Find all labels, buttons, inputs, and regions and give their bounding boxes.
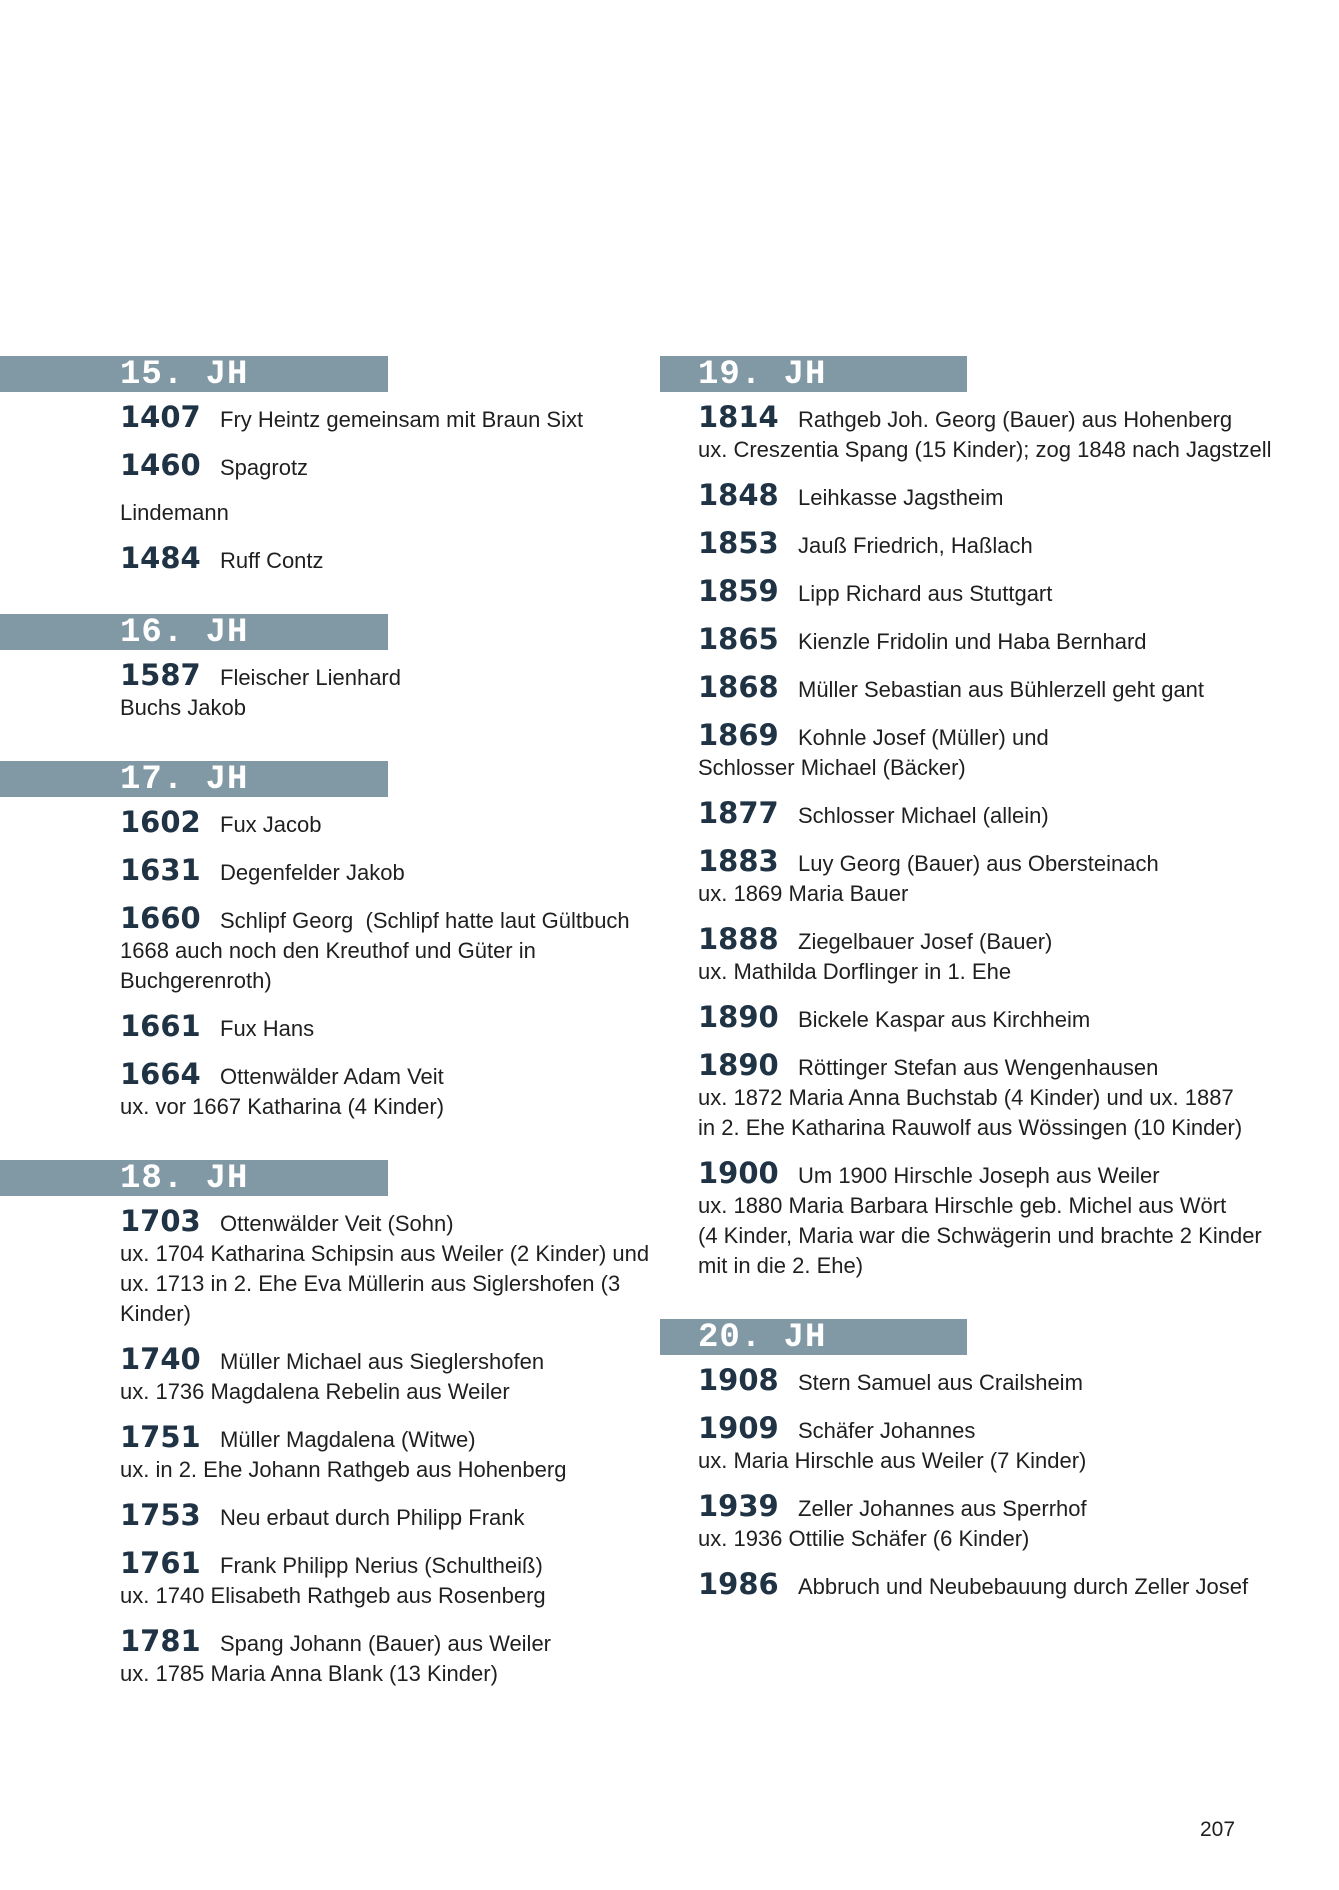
entry-year: 1814 xyxy=(698,400,779,434)
left-column xyxy=(0,356,660,1727)
entry-text: Degenfelder Jakob xyxy=(220,860,405,885)
entry-detail-line: ux. in 2. Ehe Johann Rathgeb aus Hohenberg xyxy=(120,1457,567,1482)
entry-text: Stern Samuel aus Crailsheim xyxy=(798,1370,1083,1395)
entry-text: Um 1900 Hirschle Joseph aus Weiler xyxy=(798,1163,1160,1188)
timeline-entry xyxy=(0,1500,660,1533)
entry-text: Müller Magdalena (Witwe) xyxy=(220,1427,476,1452)
entry-text: Zeller Johannes aus Sperrhof xyxy=(798,1496,1087,1521)
entry-detail-line: ux. Maria Hirschle aus Weiler (7 Kinder) xyxy=(698,1448,1087,1473)
entry-year: 1848 xyxy=(698,478,779,512)
timeline-entry xyxy=(660,1365,1320,1398)
timeline-entry xyxy=(660,1569,1320,1602)
entry-year: 1460 xyxy=(120,448,201,482)
entry-text: Röttinger Stefan aus Wengenhausen xyxy=(798,1055,1159,1080)
entry-year: 1909 xyxy=(698,1411,779,1445)
entry-text: Schlosser Michael (allein) xyxy=(798,803,1049,828)
entry-year: 1890 xyxy=(698,1000,779,1034)
entry-year: 1781 xyxy=(120,1624,201,1658)
century-heading xyxy=(0,1160,388,1196)
timeline-entry xyxy=(660,480,1320,513)
century-heading xyxy=(660,356,967,392)
entry-text: Luy Georg (Bauer) aus Obersteinach xyxy=(798,851,1159,876)
entry-text: Müller Michael aus Sieglershofen xyxy=(220,1349,545,1374)
timeline-entry xyxy=(0,1626,660,1689)
entry-detail-line: ux. vor 1667 Katharina (4 Kinder) xyxy=(120,1094,445,1119)
entry-detail-line: ux. Creszentia Spang (15 Kinder); zog 1848 nach Jagstzell xyxy=(698,437,1272,462)
entry-text: Spagrotz xyxy=(220,455,309,480)
entry-text: Fux Hans xyxy=(220,1016,315,1041)
entry-year: 1986 xyxy=(698,1567,779,1601)
century-heading xyxy=(0,356,388,392)
entry-year: 1859 xyxy=(698,574,779,608)
timeline-entry xyxy=(0,660,660,723)
entry-year: 1740 xyxy=(120,1342,201,1376)
entry-year: 1869 xyxy=(698,718,779,752)
timeline-entry xyxy=(0,1206,660,1329)
century-section xyxy=(0,1160,660,1689)
entry-detail-line: ux. 1869 Maria Bauer xyxy=(698,881,909,906)
entry-year: 1900 xyxy=(698,1156,779,1190)
century-heading-label: 18. JH xyxy=(120,1160,249,1198)
entry-text: Ziegelbauer Josef (Bauer) xyxy=(798,929,1053,954)
entry-text: Bickele Kaspar aus Kirchheim xyxy=(798,1007,1091,1032)
entry-detail-line: (4 Kinder, Maria war die Schwägerin und brachte 2 Kinder xyxy=(698,1223,1262,1248)
century-heading-label: 16. JH xyxy=(120,614,249,652)
entry-text: Fux Jacob xyxy=(220,812,322,837)
entry-year: 1664 xyxy=(120,1057,201,1091)
entry-year: 1865 xyxy=(698,622,779,656)
timeline-entry xyxy=(0,498,660,528)
entry-year: 1883 xyxy=(698,844,779,878)
timeline-entry xyxy=(660,402,1320,465)
timeline-entry xyxy=(0,807,660,840)
timeline-entry xyxy=(0,1422,660,1485)
entry-year: 1890 xyxy=(698,1048,779,1082)
entry-detail-line: ux. 1936 Ottilie Schäfer (6 Kinder) xyxy=(698,1526,1030,1551)
timeline-entry xyxy=(660,846,1320,909)
entry-text: Lipp Richard aus Stuttgart xyxy=(798,581,1053,606)
entry-text: Müller Sebastian aus Bühlerzell geht gant xyxy=(798,677,1205,702)
century-heading xyxy=(660,1319,967,1355)
right-column xyxy=(660,356,1320,1640)
entry-text: Fry Heintz gemeinsam mit Braun Sixt xyxy=(220,407,584,432)
entry-text: Spang Johann (Bauer) aus Weiler xyxy=(220,1631,552,1656)
entry-year: 1587 xyxy=(120,658,201,692)
entry-year: 1939 xyxy=(698,1489,779,1523)
entry-detail-line: ux. 1736 Magdalena Rebelin aus Weiler xyxy=(120,1379,510,1404)
timeline-entry xyxy=(660,1002,1320,1035)
century-heading-label: 17. JH xyxy=(120,761,249,799)
entry-text: Kienzle Fridolin und Haba Bernhard xyxy=(798,629,1147,654)
entry-text: Ottenwälder Adam Veit xyxy=(220,1064,444,1089)
timeline-entry xyxy=(0,1011,660,1044)
entry-year: 1631 xyxy=(120,853,201,887)
timeline-entry xyxy=(0,903,660,996)
timeline-entry xyxy=(660,1491,1320,1554)
timeline-entry xyxy=(660,624,1320,657)
timeline-entry xyxy=(660,924,1320,987)
entry-text: Frank Philipp Nerius (Schultheiß) xyxy=(220,1553,543,1578)
entry-year: 1853 xyxy=(698,526,779,560)
century-section xyxy=(0,614,660,723)
timeline-entry xyxy=(0,402,660,435)
century-section xyxy=(0,356,660,576)
century-heading xyxy=(0,614,388,650)
entry-text: Abbruch und Neubebauung durch Zeller Josef xyxy=(798,1574,1249,1599)
entry-detail-line: ux. 1785 Maria Anna Blank (13 Kinder) xyxy=(120,1661,498,1686)
century-heading-label: 19. JH xyxy=(698,356,827,394)
entry-text: Fleischer Lienhard xyxy=(220,665,401,690)
entry-year: 1661 xyxy=(120,1009,201,1043)
entry-year: 1868 xyxy=(698,670,779,704)
entry-detail-line: Buchs Jakob xyxy=(120,695,246,720)
timeline-entry xyxy=(0,1059,660,1122)
entry-detail-line: ux. 1704 Katharina Schipsin aus Weiler (2 Kinder) und xyxy=(120,1241,650,1266)
entry-detail-line: ux. Mathilda Dorflinger in 1. Ehe xyxy=(698,959,1012,984)
entry-detail-line: ux. 1740 Elisabeth Rathgeb aus Rosenberg xyxy=(120,1583,546,1608)
entry-detail-line: mit in die 2. Ehe) xyxy=(698,1253,864,1278)
timeline-entry xyxy=(660,1413,1320,1476)
timeline-entry xyxy=(0,855,660,888)
timeline-entry xyxy=(0,1548,660,1611)
entry-year: 1753 xyxy=(120,1498,201,1532)
century-heading xyxy=(0,761,388,797)
entry-year: 1484 xyxy=(120,541,201,575)
entry-text: Kohnle Josef (Müller) und xyxy=(798,725,1049,750)
timeline-entry xyxy=(660,528,1320,561)
entry-year: 1407 xyxy=(120,400,201,434)
entry-detail-line: ux. 1880 Maria Barbara Hirschle geb. Michel aus Wört xyxy=(698,1193,1227,1218)
timeline-entry xyxy=(0,1344,660,1407)
entry-text: Rathgeb Joh. Georg (Bauer) aus Hohenberg xyxy=(798,407,1233,432)
entry-detail-line: ux. 1713 in 2. Ehe Eva Müllerin aus Siglershofen (3 Kinder) xyxy=(120,1271,621,1326)
timeline-entry xyxy=(660,798,1320,831)
century-section xyxy=(660,1319,1320,1602)
century-heading-label: 20. JH xyxy=(698,1319,827,1357)
entry-year: 1888 xyxy=(698,922,779,956)
century-section xyxy=(0,761,660,1122)
entry-text: Lindemann xyxy=(120,500,229,525)
timeline-entry xyxy=(0,450,660,483)
century-heading-label: 15. JH xyxy=(120,356,249,394)
timeline-entry xyxy=(660,672,1320,705)
timeline-entry xyxy=(0,543,660,576)
entry-text: Neu erbaut durch Philipp Frank xyxy=(220,1505,525,1530)
entry-year: 1877 xyxy=(698,796,779,830)
entry-year: 1908 xyxy=(698,1363,779,1397)
entry-year: 1660 xyxy=(120,901,201,935)
entry-year: 1761 xyxy=(120,1546,201,1580)
timeline-entry xyxy=(660,720,1320,783)
entry-text: Schlipf Georg (Schlipf hatte laut Gültbuch xyxy=(220,908,630,933)
entry-text: Jauß Friedrich, Haßlach xyxy=(798,533,1033,558)
timeline-entry xyxy=(660,576,1320,609)
entry-detail-line: ux. 1872 Maria Anna Buchstab (4 Kinder) und ux. 1887 xyxy=(698,1085,1234,1110)
page-number: 207 xyxy=(1200,1818,1236,1841)
entry-detail-line: in 2. Ehe Katharina Rauwolf aus Wössingen (10 Kinder) xyxy=(698,1115,1243,1140)
century-section xyxy=(660,356,1320,1281)
entry-year: 1751 xyxy=(120,1420,201,1454)
entry-text: Ruff Contz xyxy=(220,548,324,573)
entry-text: Leihkasse Jagstheim xyxy=(798,485,1004,510)
timeline-entry xyxy=(660,1050,1320,1143)
entry-year: 1703 xyxy=(120,1204,201,1238)
timeline-entry xyxy=(660,1158,1320,1281)
entry-year: 1602 xyxy=(120,805,201,839)
entry-detail-line: Schlosser Michael (Bäcker) xyxy=(698,755,966,780)
entry-detail-line: 1668 auch noch den Kreuthof und Güter in Buchgerenroth) xyxy=(120,938,536,993)
entry-text: Ottenwälder Veit (Sohn) xyxy=(220,1211,454,1236)
entry-text: Schäfer Johannes xyxy=(798,1418,976,1443)
